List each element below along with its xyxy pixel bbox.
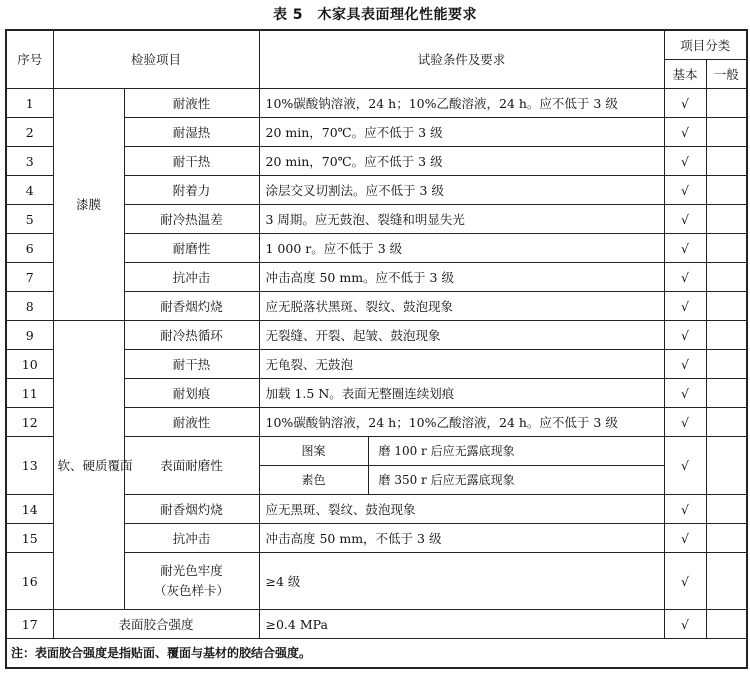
row-condition: 20 min，70℃。应不低于 3 级 [259, 118, 664, 147]
row-index: 7 [6, 263, 53, 292]
row-index: 2 [6, 118, 53, 147]
row-condition: 无裂缝、开裂、起皱、鼓泡现象 [259, 321, 664, 350]
table-row [6, 89, 747, 118]
check-mark: √ [664, 553, 706, 610]
general-cell [706, 89, 747, 118]
row-condition: 无龟裂、无鼓泡 [259, 350, 664, 379]
general-cell [706, 524, 747, 553]
check-mark: √ [664, 610, 706, 639]
row-index: 1 [6, 89, 53, 118]
row-item: 耐液性 [124, 408, 259, 437]
row-index: 13 [6, 437, 53, 495]
row-item: 耐液性 [124, 89, 259, 118]
row-condition: ≥0.4 MPa [259, 610, 664, 639]
general-cell [706, 553, 747, 610]
row-item-multiline [124, 553, 259, 610]
header-category: 项目分类 [664, 30, 747, 60]
sub-condition-cell [259, 437, 664, 466]
row-index: 8 [6, 292, 53, 321]
row-index: 12 [6, 408, 53, 437]
row-item: 表面胶合强度 [53, 610, 259, 639]
check-mark: √ [664, 495, 706, 524]
row-index: 9 [6, 321, 53, 350]
check-mark: √ [664, 176, 706, 205]
general-cell [706, 437, 747, 495]
header-item: 检验项目 [53, 30, 259, 89]
general-cell [706, 495, 747, 524]
row-condition: 3 周期。应无鼓泡、裂缝和明显失光 [259, 205, 664, 234]
general-cell [706, 176, 747, 205]
general-cell [706, 205, 747, 234]
table-title: 表 5 木家具表面理化性能要求 [272, 7, 478, 23]
row-condition: 涂层交叉切割法。应不低于 3 级 [259, 176, 664, 205]
row-item-line2: （灰色样卡） [153, 583, 229, 598]
check-mark: √ [664, 350, 706, 379]
check-mark: √ [664, 379, 706, 408]
sub-label: 图案 [260, 437, 369, 465]
properties-table [5, 29, 748, 669]
row-item: 耐香烟灼烧 [124, 292, 259, 321]
row-index: 11 [6, 379, 53, 408]
table-row [6, 321, 747, 350]
general-cell [706, 379, 747, 408]
row-condition: 加载 1.5 N。表面无整圈连续划痕 [259, 379, 664, 408]
row-item: 耐干热 [124, 350, 259, 379]
row-condition: 应无黑斑、裂纹、鼓泡现象 [259, 495, 664, 524]
header-row [6, 30, 747, 60]
general-cell [706, 147, 747, 176]
row-condition: 冲击高度 50 mm。应不低于 3 级 [259, 263, 664, 292]
general-cell [706, 321, 747, 350]
row-item: 耐干热 [124, 147, 259, 176]
general-cell [706, 118, 747, 147]
header-index: 序号 [6, 30, 53, 89]
check-mark: √ [664, 147, 706, 176]
row-item: 耐香烟灼烧 [124, 495, 259, 524]
general-cell [706, 234, 747, 263]
row-condition: 10%碳酸钠溶液，24 h；10%乙酸溶液，24 h。应不低于 3 级 [259, 408, 664, 437]
row-item: 耐磨性 [124, 234, 259, 263]
header-basic: 基本 [664, 60, 706, 89]
check-mark: √ [664, 321, 706, 350]
row-condition: 10%碳酸钠溶液，24 h；10%乙酸溶液，24 h。应不低于 3 级 [259, 89, 664, 118]
check-mark: √ [664, 292, 706, 321]
row-index: 14 [6, 495, 53, 524]
row-condition: 冲击高度 50 mm，不低于 3 级 [259, 524, 664, 553]
row-condition: ≥4 级 [259, 553, 664, 610]
sub-condition: 磨 350 r 后应无露底现象 [378, 472, 515, 487]
general-cell [706, 263, 747, 292]
row-condition: 应无脱落状黑斑、裂纹、鼓泡现象 [259, 292, 664, 321]
group-surface: 软、硬质覆面 [53, 321, 124, 610]
row-item: 耐冷热循环 [124, 321, 259, 350]
row-item: 抗冲击 [124, 263, 259, 292]
check-mark: √ [664, 524, 706, 553]
general-cell [706, 350, 747, 379]
row-item: 附着力 [124, 176, 259, 205]
general-cell [706, 408, 747, 437]
sub-condition-cell [259, 466, 664, 495]
row-index: 3 [6, 147, 53, 176]
row-index: 17 [6, 610, 53, 639]
row-index: 10 [6, 350, 53, 379]
row-index: 15 [6, 524, 53, 553]
general-cell [706, 292, 747, 321]
row-item: 耐冷热温差 [124, 205, 259, 234]
row-condition: 20 min，70℃。应不低于 3 级 [259, 147, 664, 176]
row-item: 耐划痕 [124, 379, 259, 408]
sub-label: 素色 [260, 466, 369, 494]
check-mark: √ [664, 408, 706, 437]
note-row [6, 639, 747, 669]
row-index: 4 [6, 176, 53, 205]
row-condition: 1 000 r。应不低于 3 级 [259, 234, 664, 263]
table-note: 注：表面胶合强度是指贴面、覆面与基材的胶结合强度。 [6, 639, 747, 669]
group-coating: 漆膜 [53, 89, 124, 321]
general-cell [706, 610, 747, 639]
table-row [6, 610, 747, 639]
row-index: 16 [6, 553, 53, 610]
header-condition: 试验条件及要求 [259, 30, 664, 89]
check-mark: √ [664, 234, 706, 263]
check-mark: √ [664, 437, 706, 495]
header-general: 一般 [706, 60, 747, 89]
check-mark: √ [664, 263, 706, 292]
check-mark: √ [664, 89, 706, 118]
row-item: 表面耐磨性 [124, 437, 259, 495]
row-index: 5 [6, 205, 53, 234]
row-item: 抗冲击 [124, 524, 259, 553]
row-item-line1: 耐光色牢度 [160, 563, 223, 578]
row-item: 耐湿热 [124, 118, 259, 147]
sub-condition: 磨 100 r 后应无露底现象 [378, 443, 515, 458]
row-index: 6 [6, 234, 53, 263]
check-mark: √ [664, 205, 706, 234]
check-mark: √ [664, 118, 706, 147]
